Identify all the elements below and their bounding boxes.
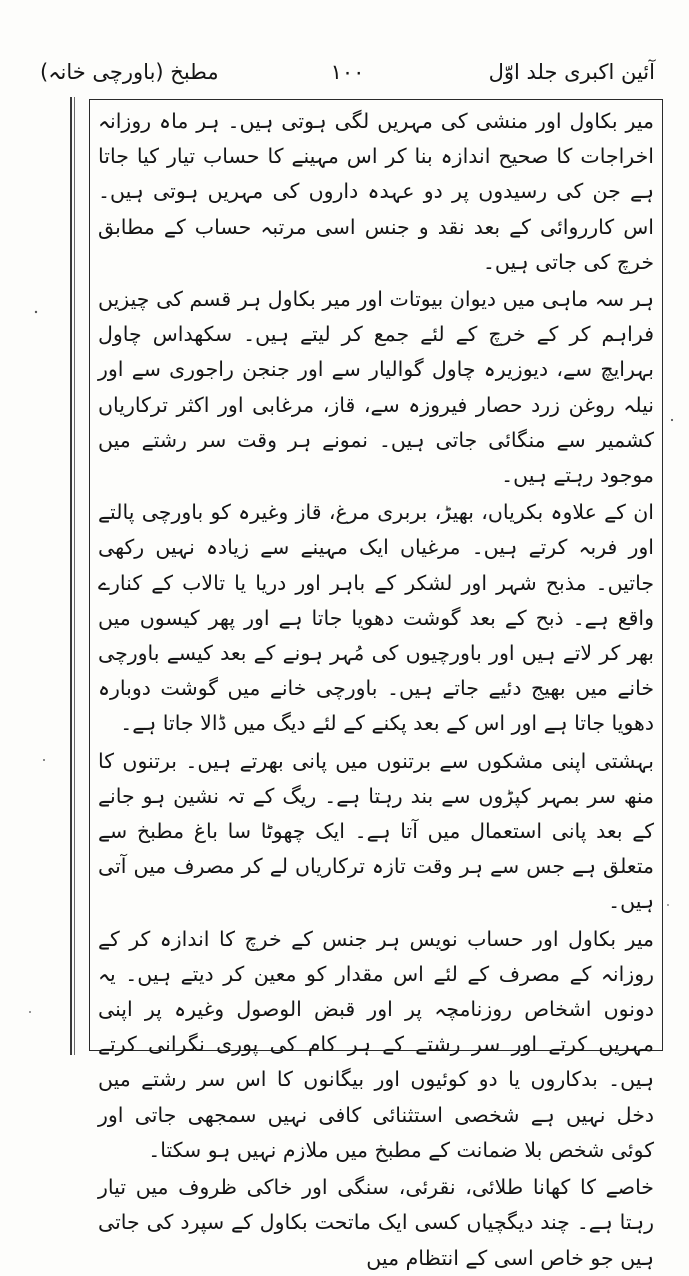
page-number: ۱۰۰ [330, 60, 365, 84]
paragraph-5: میر بکاول اور حساب نویس ہر جنس کے خرچ کا اندازہ کر کے روزانہ کے مصرف کے لئے اس مقدار کو معین کر دیتے ہیں۔ یہ دونوں اشخاص روزنامچہ پر اور قبض الوصول وغیرہ پر اپنی مہریں کرتے اور سر رشتے کے ہر کام کی پوری نگرانی کرتے ہیں۔ بدکاروں یا دو کوئیوں اور بیگانوں کا اس سر رشتے میں دخل نہیں ہے شخصی استثنائی کافی نہیں سمجھی جاتی اور کوئی شخص بلا ضمانت کے مطبخ میں ملازم نہیں ہو سکتا۔ [98, 926, 654, 1162]
book-title: آئین اکبری جلد اوّل [488, 60, 655, 84]
paragraph-2: ہر سہ ماہی میں دیوان بیوتات اور میر بکاول ہر قسم کی چیزیں فراہم کر کے خرچ کے لئے جمع کر لیتے ہیں۔ سکھداس چاول بہرایچ سے، دیوزیرہ چاول گوالیار سے اور جنجن راجوری سے اور نیلہ روغن زرد حصار فیروزہ سے، قاز، مرغابی اور اکثر ترکاریاں کشمیر سے منگائی جاتی ہیں۔ نمونے ہر وقت سر رشتے میں موجود رہتے ہیں۔ [98, 287, 654, 488]
paragraph-1: میر بکاول اور منشی کی مہریں لگی ہوتی ہیں۔ ہر ماہ روزانہ اخراجات کا صحیح اندازہ بنا کر اس مہینے کا حساب تیار کیا جاتا ہے جن کی رسیدوں پر دو عہدہ داروں کی مہریں ہوتی ہیں۔ اس کارروائی کے بعد نقد و جنس اسی مرتبہ حساب کے مطابق خرچ کی جاتی ہیں۔ [98, 109, 654, 274]
section-title: مطبخ (باورچی خانہ) [40, 60, 219, 84]
margin-rule-inner [74, 97, 75, 1055]
paragraph-3: ان کے علاوہ بکریاں، بھیڑ، بربری مرغ، قاز وغیرہ کو باورچی پالتے اور فربہ کرتے ہیں۔ مرغیاں ایک مہینے سے زیادہ نہیں رکھی جاتیں۔ مذبح شہر اور لشکر کے باہر اور دریا یا تالاب کے کنارے واقع ہے۔ ذبح کے بعد گوشت دھویا جاتا ہے اور پھر کیسوں میں بھر کر لاتے ہیں اور باورچیوں کی مُہر ہونے کے بعد کیسے باورچی خانے میں بھیج دئیے جاتے ہیں۔ باورچی خانے میں گوشت دوبارہ دھویا جاتا ہے اور اس کے بعد پکنے کے لئے دیگ میں ڈالا جاتا ہے۔ [98, 500, 654, 736]
body-text [98, 104, 654, 1276]
running-head [40, 52, 655, 92]
paragraph-6: خاصے کا کھانا طلائی، نقرئی، سنگی اور خاکی ظروف میں تیار رہتا ہے۔ چند دیگچیاں کسی ایک ماتحت بکاول کے سپرد کی جاتی ہیں جو خاص اسی کے انتظام میں [98, 1175, 654, 1270]
margin-rule [70, 97, 72, 1055]
paragraph-4: بہشتی اپنی مشکوں سے برتنوں میں پانی بھرتے ہیں۔ برتنوں کا منھ سر بمہر کپڑوں سے بند رہتا ہے۔ ریگ کے تہ نشین ہو جانے کے بعد پانی استعمال میں آتا ہے۔ ایک چھوٹا سا باغ مطبخ سے متعلق ہے جس سے ہر وقت تازہ ترکاریاں لے کر مصرف میں آتی ہیں۔ [98, 748, 654, 914]
